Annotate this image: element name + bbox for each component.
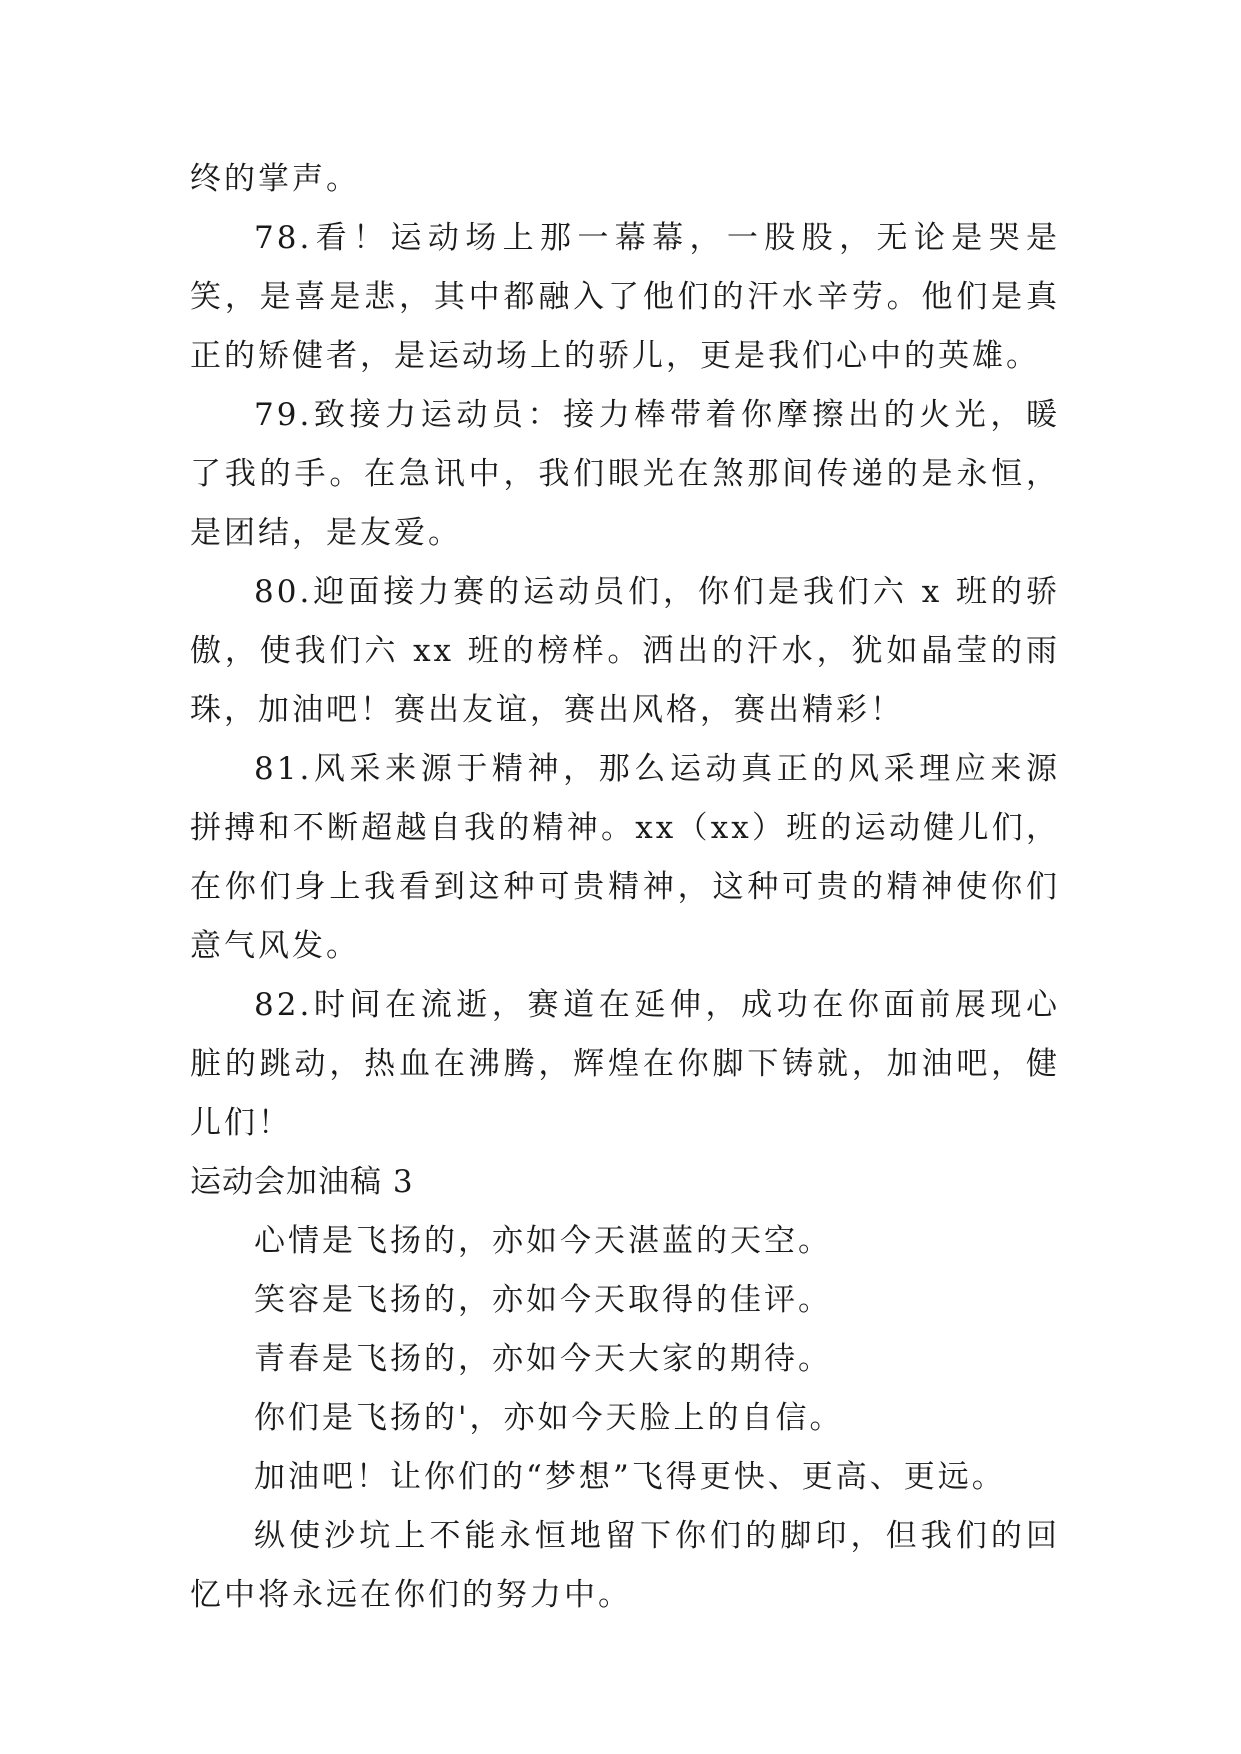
paragraph-78: 78.看！运动场上那一幕幕，一股股，无论是哭是笑，是喜是悲，其中都融入了他们的汗水辛劳。他们是真正的矫健者，是运动场上的骄儿，更是我们心中的英雄。 <box>190 220 1060 374</box>
paragraph-79: 79.致接力运动员：接力棒带着你摩擦出的火光，暖了我的手。在急讯中，我们眼光在煞那间传递的是永恒，是团结，是友爱。 <box>190 397 1060 551</box>
paragraph-line: 青春是飞扬的，亦如今天大家的期待。 <box>254 1341 832 1377</box>
paragraph-80: 80.迎面接力赛的运动员们，你们是我们六 x 班的骄傲，使我们六 xx 班的榜样。洒出的汗水，犹如晶莹的雨珠，加油吧！赛出友谊，赛出风格，赛出精彩！ <box>190 574 1060 728</box>
paragraph-line: 笑容是飞扬的，亦如今天取得的佳评。 <box>254 1282 832 1318</box>
document-page <box>190 150 1060 1625</box>
paragraph-line: 你们是飞扬的'，亦如今天脸上的自信。 <box>254 1400 844 1436</box>
paragraph-continuation: 终的掌声。 <box>190 161 360 197</box>
paragraph-81: 81.风采来源于精神，那么运动真正的风采理应来源拼搏和不断超越自我的精神。xx（xx）班的运动健儿们，在你们身上我看到这种可贵精神，这种可贵的精神使你们意气风发。 <box>190 751 1060 964</box>
paragraph-line: 加油吧！让你们的“梦想”飞得更快、更高、更远。 <box>254 1459 1006 1495</box>
paragraph-line: 纵使沙坑上不能永恒地留下你们的脚印，但我们的回忆中将永远在你们的努力中。 <box>190 1518 1060 1613</box>
paragraph-line: 心情是飞扬的，亦如今天湛蓝的天空。 <box>254 1223 832 1259</box>
paragraph-82: 82.时间在流逝，赛道在延伸，成功在你面前展现心脏的跳动，热血在沸腾，辉煌在你脚下铸就，加油吧，健儿们！ <box>190 987 1060 1141</box>
section-heading: 运动会加油稿 3 <box>190 1164 414 1200</box>
